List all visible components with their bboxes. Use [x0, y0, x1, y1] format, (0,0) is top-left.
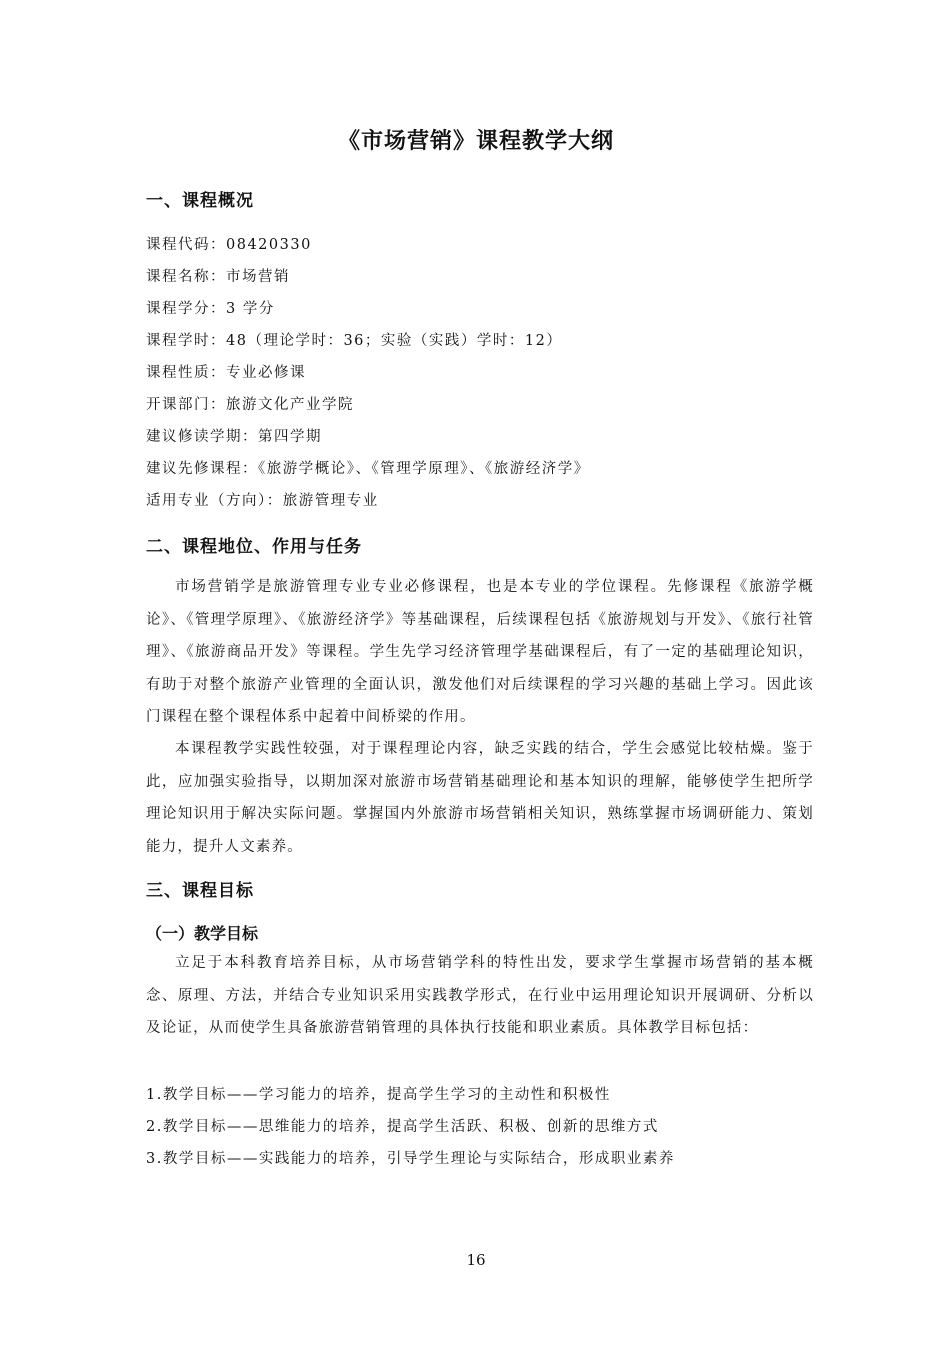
field-prerequisites: 建议先修课程：《旅游学概论》、《管理学原理》、《旅游经济学》	[146, 461, 590, 477]
field-course-credits: 课程学分：3 学分	[146, 301, 275, 317]
section3-paragraph: 立足于本科教育培养目标，从市场营销学科的特性出发，要求学生掌握市场营销的基本概念、原理、方法，并结合专业知识采用实践教学形式，在行业中运用理论知识开展调研、分析以及论证，从而使学生具备旅游营销管理的具体执行技能和职业素质。具体教学目标包括：	[146, 955, 814, 1036]
subsection-heading-teaching-goals: （一）教学目标	[146, 924, 259, 943]
document-title: 《市场营销》课程教学大纲	[337, 128, 614, 154]
goal-item-3: 3.教学目标——实践能力的培养，引导学生理论与实际结合，形成职业素养	[146, 1151, 675, 1167]
field-course-nature: 课程性质：专业必修课	[146, 365, 306, 381]
field-department: 开课部门：旅游文化产业学院	[146, 397, 354, 413]
field-course-name: 课程名称：市场营销	[146, 269, 290, 285]
section-heading-overview: 一、课程概况	[146, 191, 254, 211]
section2-paragraph-2: 本课程教学实践性较强，对于课程理论内容，缺乏实践的结合，学生会感觉比较枯燥。鉴于此，应加强实验指导，以期加深对旅游市场营销基础理论和基本知识的理解，能够使学生把所学理论知识用于解决实际问题。掌握国内外旅游市场营销相关知识，熟练掌握市场调研能力、策划能力，提升人文素养。	[146, 741, 814, 855]
field-course-code: 课程代码：08420330	[146, 237, 312, 253]
field-course-hours: 课程学时：48（理论学时：36；实验（实践）学时：12）	[146, 333, 563, 349]
goal-item-2: 2.教学目标——思维能力的培养，提高学生活跃、积极、创新的思维方式	[146, 1119, 659, 1135]
section-heading-objectives: 三、课程目标	[146, 881, 254, 901]
field-semester: 建议修读学期：第四学期	[146, 429, 322, 445]
field-applicable-major: 适用专业（方向）：旅游管理专业	[146, 493, 379, 509]
goal-item-1: 1.教学目标——学习能力的培养，提高学生学习的主动性和积极性	[146, 1087, 611, 1103]
page-number: 16	[466, 1251, 486, 1269]
section2-paragraph-1: 市场营销学是旅游管理专业专业必修课程，也是本专业的学位课程。先修课程《旅游学概论》、《管理学原理》、《旅游经济学》等基础课程，后续课程包括《旅游规划与开发》、《旅行社管理》、《旅游商品开发》等课程。学生先学习经济管理学基础课程后，有了一定的基础理论知识，有助于对整个旅游产业管理的全面认识，激发他们对后续课程的学习兴趣的基础上学习。因此该门课程在整个课程体系中起着中间桥梁的作用。	[146, 579, 814, 725]
section-heading-role: 二、课程地位、作用与任务	[146, 537, 362, 557]
